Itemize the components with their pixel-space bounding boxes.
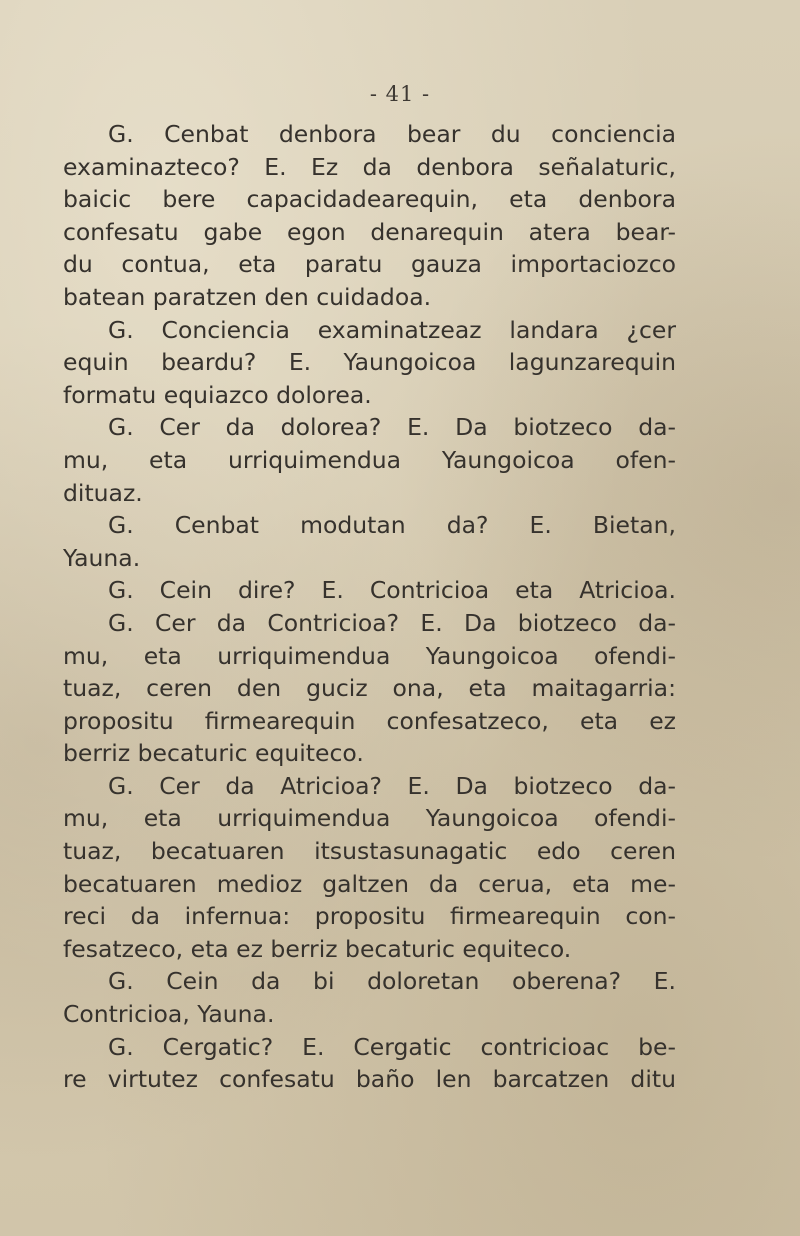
text-line: becatuaren medioz galtzen da cerua, eta me- <box>63 869 676 898</box>
page-number: - 41 - <box>369 82 431 106</box>
text-line: berriz becaturic equiteco. <box>63 739 364 768</box>
text-line: G. Cer da Contricioa? E. Da biotzeco da- <box>108 608 676 637</box>
text-line: dituaz. <box>63 478 143 507</box>
text-line: G. Cenbat denbora bear du conciencia <box>108 120 676 148</box>
text-line: G. Cer da dolorea? E. Da biotzeco da- <box>108 413 676 442</box>
text-line: confesatu gabe egon denarequin atera bear- <box>63 217 676 246</box>
text-line: du contua, eta paratu gauza importaciozco <box>63 250 676 279</box>
text-line: examinazteco? E. Ez da denbora señalaturic, <box>63 152 676 181</box>
text-line: G. Cergatic? E. Cergatic contricioac be- <box>108 1032 676 1061</box>
text-line: mu, eta urriquimendua Yaungoicoa ofendi- <box>63 641 676 670</box>
text-line: mu, eta urriquimendua Yaungoicoa ofen- <box>63 445 676 474</box>
text-line: Yauna. <box>63 543 141 572</box>
text-line: equin beardu? E. Yaungoicoa lagunzarequin <box>63 348 676 377</box>
text-line: G. Cenbat modutan da? E. Bietan, <box>108 511 676 540</box>
body-text <box>63 118 676 1096</box>
text-line: propositu firmearequin confesatzeco, eta ez <box>63 706 676 735</box>
text-line: G. Conciencia examinatzeaz landara ¿cer <box>108 315 676 344</box>
text-line: tuaz, ceren den guciz ona, eta maitagarria: <box>63 674 676 703</box>
text-line: Contricioa, Yauna. <box>63 1000 275 1029</box>
text-line: baicic bere capacidadearequin, eta denbora <box>63 185 676 214</box>
text-line: G. Cein da bi doloretan oberena? E. <box>108 967 676 996</box>
text-line: formatu equiazco dolorea. <box>63 380 372 409</box>
text-line: batean paratzen den cuidadoa. <box>63 282 432 311</box>
text-line: mu, eta urriquimendua Yaungoicoa ofendi- <box>63 804 676 833</box>
text-line: tuaz, becatuaren itsustasunagatic edo ceren <box>63 837 676 866</box>
text-line: G. Cer da Atricioa? E. Da biotzeco da- <box>108 771 676 800</box>
text-line: re virtutez confesatu baño len barcatzen ditu <box>63 1065 676 1094</box>
text-line: fesatzeco, eta ez berriz becaturic equiteco. <box>63 934 572 963</box>
text-line: reci da infernua: propositu firmearequin con- <box>63 902 676 931</box>
text-line: G. Cein dire? E. Contricioa eta Atricioa. <box>108 576 676 605</box>
